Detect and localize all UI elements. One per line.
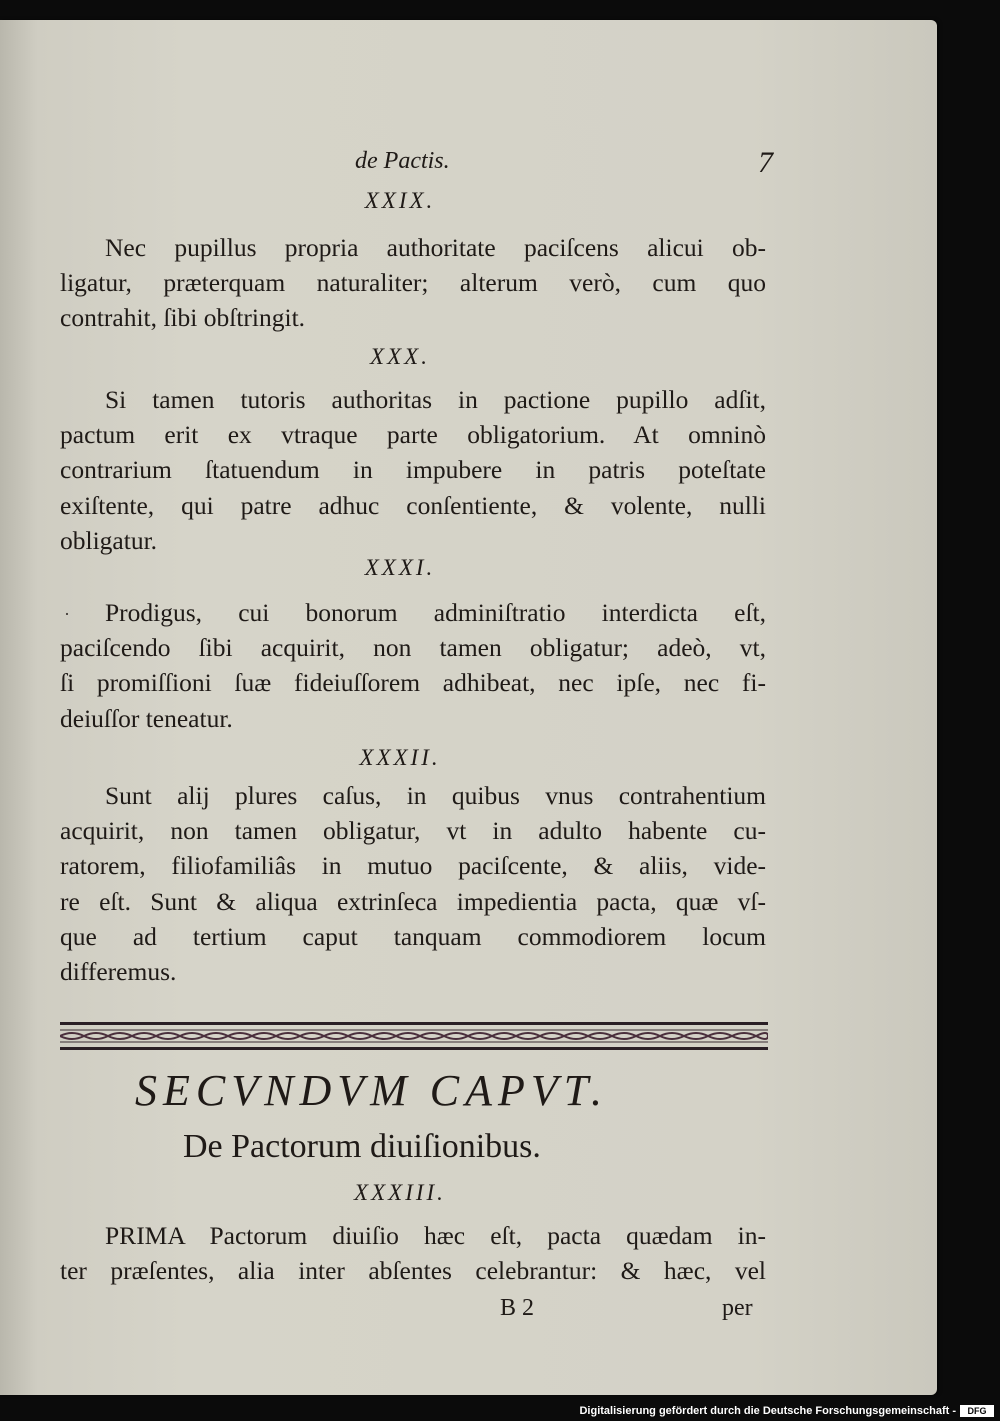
- page-number: 7: [758, 146, 773, 179]
- margin-mark: ·: [64, 604, 70, 624]
- text-line: PRIMA Pactorum diuiſio hæc eſt, pacta quædam in-: [105, 1221, 766, 1250]
- book-page: [0, 20, 937, 1395]
- text-line: Prodigus, cui bonorum adminiſtratio interdicta eſt,: [105, 598, 766, 627]
- text-line: que ad tertium caput tanquam commodiorem locum: [60, 921, 766, 951]
- text-line: ligatur, præterquam naturaliter; alterum verò, cum quo: [60, 268, 766, 298]
- text-line: contrarium ſtatuendum in impubere in patris poteſtate: [60, 455, 766, 485]
- chapter-title-text: SECVNDVM CAPVT.: [135, 1066, 608, 1115]
- text-line: re eſt. Sunt & aliqua extrinſeca impedientia pacta, quæ vſ-: [60, 886, 766, 916]
- section-number: XXIX.: [364, 188, 436, 213]
- text-line: obligatur.: [60, 525, 158, 555]
- text-line: contrahit, ſibi obſtringit.: [60, 303, 306, 333]
- catchword: per: [722, 1295, 753, 1321]
- text-line: acquirit, non tamen obligatur, vt in adulto habente cu-: [60, 816, 766, 846]
- section-number: XXXIII.: [354, 1180, 446, 1205]
- section-number: XXXI.: [364, 555, 436, 580]
- section-number: XXXII.: [359, 745, 441, 770]
- section-paragraph: [60, 230, 766, 336]
- section-number: XXX.: [370, 344, 430, 369]
- text-line: ratorem, filiofamiliâs in mutuo paciſcente, & aliis, vide-: [60, 851, 766, 881]
- dfg-logo-icon: DFG: [960, 1405, 994, 1417]
- text-line: ſi promiſſioni ſuæ fideiuſſorem adhibeat, nec ipſe, nec fi-: [60, 668, 766, 698]
- section-paragraph: [60, 595, 766, 736]
- chapter-subtitle-text: De Pactorum diuiſionibus.: [183, 1128, 541, 1165]
- text-line: Si tamen tutoris authoritas in pactione pupillo adſit,: [105, 385, 766, 414]
- section-paragraph: [60, 1218, 766, 1288]
- footer-credit: Digitalisierung gefördert durch die Deutsche Forschungsgemeinschaft -: [579, 1405, 956, 1417]
- text-line: pactum erit ex vtraque parte obligatorium. At omninò: [60, 420, 766, 450]
- text-line: Nec pupillus propria authoritate paciſcens alicui ob-: [105, 233, 766, 262]
- running-title: de Pactis.: [355, 148, 450, 174]
- signature-mark: B 2: [500, 1295, 535, 1321]
- text-line: paciſcendo ſibi acquirit, non tamen obligatur; adeò, vt,: [60, 633, 766, 663]
- section-paragraph: [60, 778, 766, 989]
- text-line: exiſtente, qui patre adhuc conſentiente, & volente, nulli: [60, 490, 766, 520]
- text-line: ter præſentes, alia inter abſentes celebrantur: & hæc, vel: [60, 1256, 766, 1286]
- text-line: Sunt alij plures caſus, in quibus vnus contrahentium: [105, 781, 766, 810]
- section-paragraph: [60, 382, 766, 558]
- ornamental-rule: [60, 1022, 768, 1050]
- text-line: deiuſſor teneatur.: [60, 703, 233, 733]
- digitization-footer: [0, 1403, 1000, 1421]
- running-head: [0, 148, 937, 188]
- text-line: differemus.: [60, 957, 177, 987]
